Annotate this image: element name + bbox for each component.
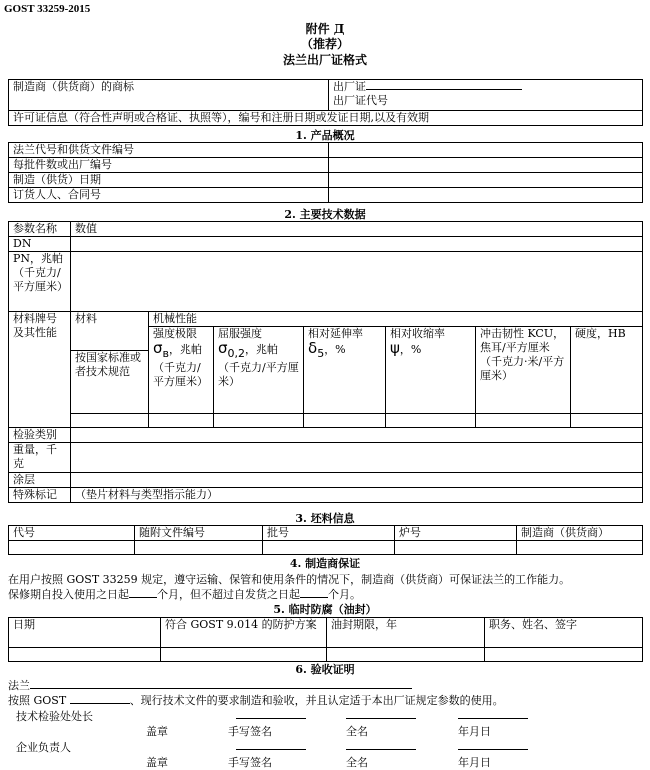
signature-label: 手写签名 — [228, 725, 272, 738]
sigma-b-symbol: $\sigma_в$ — [153, 339, 169, 360]
signature-label: 手写签名 — [228, 756, 272, 769]
document-title: 法兰出厂证格式 — [282, 53, 367, 67]
weight-label: 重量，千克 — [9, 443, 71, 473]
table-header-cell: 炉号 — [395, 526, 517, 541]
date-label: 年月日 — [458, 756, 491, 769]
certificate-label: 出厂证 — [333, 80, 366, 93]
full-name-label: 全名 — [346, 756, 368, 769]
elongation-cell: 相对延伸率 $\delta_5$，% — [304, 327, 386, 414]
table-header-cell: 日期 — [9, 618, 161, 648]
material-label: 材料 — [71, 312, 149, 351]
role-inspection-head: 技术检验处处长 — [16, 710, 93, 723]
table-header-cell: 符合 GOST 9.014 的防护方案 — [161, 618, 327, 648]
coating-label: 涂层 — [9, 473, 71, 488]
yield-strength-cell: 屈服强度 $\sigma_{0,2}$，兆帕（千克力/平方厘米） — [214, 327, 304, 414]
signature-line — [236, 718, 306, 719]
param-name-header: 参数名称 — [9, 222, 71, 237]
stamp-label: 盖章 — [146, 725, 168, 738]
stamp-label: 盖章 — [146, 756, 168, 769]
psi-symbol: ψ — [390, 339, 400, 357]
dn-label: DN — [9, 237, 71, 252]
certificate-cell — [329, 80, 643, 111]
standard-code: GOST 33259-2015 — [4, 3, 91, 15]
mech-props-label: 机械性能 — [149, 312, 643, 327]
table-header-cell: 职务、姓名、签字 — [485, 618, 643, 648]
table-row: 法兰代号和供货文件编号 — [9, 143, 329, 158]
section1-title: 1. 产品概况 — [295, 129, 355, 142]
reduction-cell: 相对收缩率 ψ，% — [386, 327, 476, 414]
shipment-months-blank — [300, 597, 328, 598]
table-row: 每批件数或出厂编号 — [9, 158, 329, 173]
section5-title: 5. 临时防腐（油封） — [273, 603, 377, 616]
section6-title: 6. 验收证明 — [295, 663, 355, 676]
table-header-cell: 随附文件编号 — [135, 526, 263, 541]
license-info: 许可证信息（符合性声明或合格证、执照等），编号和注册日期或发证日期,以及有效期 — [9, 111, 643, 126]
table-header-cell: 油封期限，年 — [327, 618, 485, 648]
blank-info-table — [8, 525, 643, 555]
signature-line — [346, 718, 416, 719]
material-grade-label: 材料牌号及其性能 — [9, 312, 71, 428]
table-row: 制造（供货）日期 — [9, 173, 329, 188]
flange-blank — [30, 688, 412, 689]
special-mark-label: 特殊标记 — [9, 488, 71, 503]
warranty-line-2: 保修期自投入使用之日起 个月，但不超过自发货之日起 个月。 — [8, 588, 361, 601]
value-header: 数值 — [71, 222, 643, 237]
sigma-02-symbol: $\sigma_{0,2}$ — [218, 339, 246, 360]
preservation-table — [8, 617, 643, 662]
technical-data-table — [8, 221, 643, 503]
pn-label: PN，兆帕（千克力/平方厘米） — [9, 252, 71, 312]
signature-line — [346, 749, 416, 750]
hardness-cell: 硬度，HB — [571, 327, 643, 414]
strength-limit-cell: 强度极限 $\sigma_в$，兆帕（千克力/平方厘米） — [149, 327, 214, 414]
inspection-label: 检验类别 — [9, 428, 71, 443]
signature-line — [458, 749, 528, 750]
table-row: 订货人人、合同号 — [9, 188, 329, 203]
signature-line — [458, 718, 528, 719]
acceptance-line: 按照 GOST 、现行技术文件的要求制造和验收，并且认定适于本出厂证规定参数的使用。 — [8, 694, 504, 707]
top-info-table — [8, 79, 643, 126]
section4-title: 4. 制造商保证 — [289, 557, 361, 570]
signature-line — [236, 749, 306, 750]
recommended-label: （推荐） — [300, 37, 349, 51]
full-name-label: 全名 — [346, 725, 368, 738]
warranty-line-1: 在用户按照 GOST 33259 规定，遵守运输、保管和使用条件的情况下，制造商（供货商）可保证法兰的工作能力。 — [8, 573, 571, 586]
manufacturer-mark-cell: 制造商（供货商）的商标 — [9, 80, 329, 111]
certificate-code-label: 出厂证代号 — [333, 94, 388, 107]
table-header-cell: 代号 — [9, 526, 135, 541]
flange-line: 法兰 — [8, 677, 412, 693]
warranty-months-blank — [129, 597, 157, 598]
product-overview-table — [8, 142, 643, 203]
table-header-cell: 批号 — [263, 526, 395, 541]
date-label: 年月日 — [458, 725, 491, 738]
impact-cell: 冲击韧性 KCU，焦耳/平方厘米（千克力·米/平方厘米） — [476, 327, 571, 414]
role-enterprise-head: 企业负责人 — [16, 741, 71, 754]
annex-label: 附件 Д — [305, 22, 345, 36]
gost-number-blank — [70, 703, 130, 704]
certificate-blank — [366, 89, 522, 90]
special-mark-note: （垫片材料与类型指示能力） — [71, 488, 643, 503]
table-header-cell: 制造商（供货商） — [517, 526, 643, 541]
delta-5-symbol: $\delta_5$ — [308, 339, 325, 360]
section3-title: 3. 坯料信息 — [295, 512, 355, 525]
material-standard-label: 按国家标准或者技术规范 — [71, 351, 149, 414]
section2-title: 2. 主要技术数据 — [284, 208, 366, 221]
